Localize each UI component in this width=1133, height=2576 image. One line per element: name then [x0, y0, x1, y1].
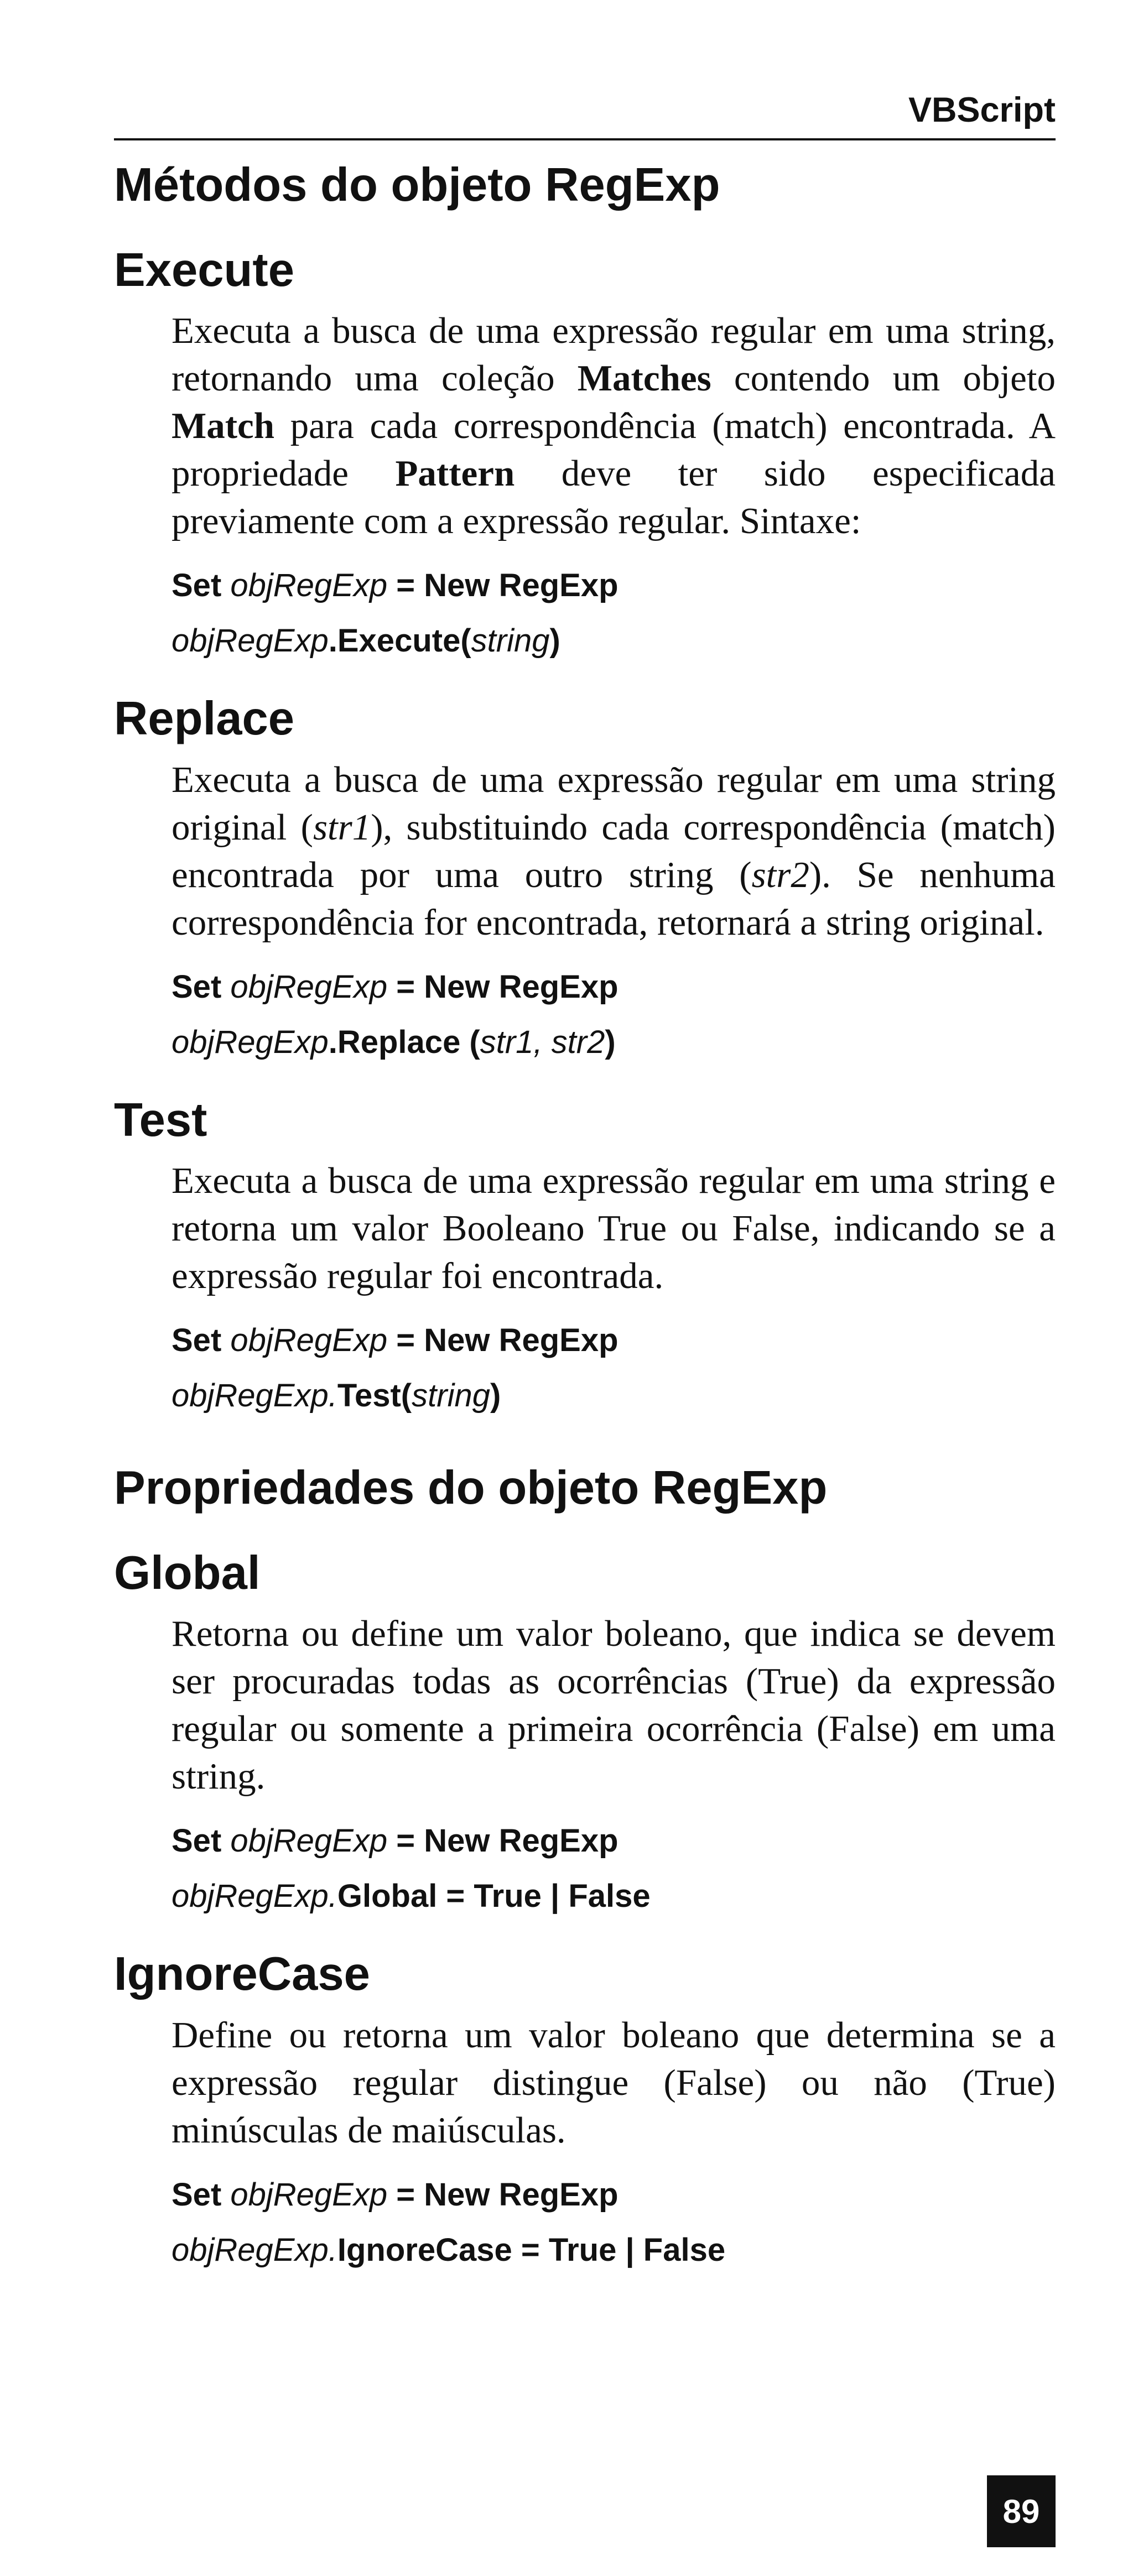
ignorecase-syntax-line-1: Set objRegExp = New RegExp: [171, 2176, 619, 2213]
execute-method-block: [114, 244, 1056, 669]
test-syntax-line-2: objRegExp.Test(string): [171, 1378, 501, 1414]
ignorecase-property-block: [114, 1948, 1056, 2278]
execute-syntax-line-1: Set objRegExp = New RegExp: [171, 567, 619, 603]
execute-syntax-line-2: objRegExp.Execute(string): [171, 623, 560, 659]
test-method-block: [114, 1094, 1056, 1424]
global-syntax-line-1: Set objRegExp = New RegExp: [171, 1823, 619, 1859]
global-heading: Global: [114, 1546, 261, 1599]
properties-section-heading: Propriedades do objeto RegExp: [114, 1462, 828, 1514]
page-content: [114, 159, 1056, 2302]
test-description: Executa a busca de uma expressão regular em uma string e retorna um valor Booleano True ou False, indicando se a expressão regular foi encontrada.: [171, 1160, 1056, 1296]
replace-method-block: [114, 693, 1056, 1070]
test-heading: Test: [114, 1093, 207, 1146]
page-number-badge: 89: [987, 2475, 1056, 2547]
replace-description: Executa a busca de uma expressão regular em uma string original (str1), substituindo cada correspondência (match) encontrada por uma outro string (str2). Se nenhuma correspondência for encontrada, retornará a string original.: [171, 759, 1056, 943]
ignorecase-description: Define ou retorna um valor boleano que determina se a expressão regular distingue (False) ou não (True) minúsculas de maiúsculas.: [171, 2014, 1056, 2151]
global-property-block: [114, 1547, 1056, 1925]
replace-heading: Replace: [114, 692, 295, 745]
ignorecase-syntax-line-2: objRegExp.IgnoreCase = True | False: [171, 2231, 726, 2268]
test-syntax-line-1: Set objRegExp = New RegExp: [171, 1322, 619, 1358]
running-header-title: VBScript: [908, 91, 1056, 129]
replace-syntax-line-2: objRegExp.Replace (str1, str2): [171, 1024, 616, 1060]
execute-description: Executa a busca de uma expressão regular em uma string, retornando uma coleção Matches contendo um objeto Match para cada correspondência (match) encontrada. A propriedade Pattern deve ter sido especificada previamente com a expressão regular. Sintaxe:: [171, 310, 1056, 541]
execute-heading: Execute: [114, 243, 295, 296]
global-syntax-line-2: objRegExp.Global = True | False: [171, 1878, 651, 1914]
header-rule: [114, 138, 1056, 140]
global-description: Retorna ou define um valor boleano, que indica se devem ser procuradas todas as ocorrências (True) da expressão regular ou somente a primeira ocorrência (False) em uma string.: [171, 1613, 1056, 1797]
methods-section-heading: Métodos do objeto RegExp: [114, 159, 720, 211]
replace-syntax-line-1: Set objRegExp = New RegExp: [171, 968, 619, 1005]
ignorecase-heading: IgnoreCase: [114, 1948, 370, 2000]
